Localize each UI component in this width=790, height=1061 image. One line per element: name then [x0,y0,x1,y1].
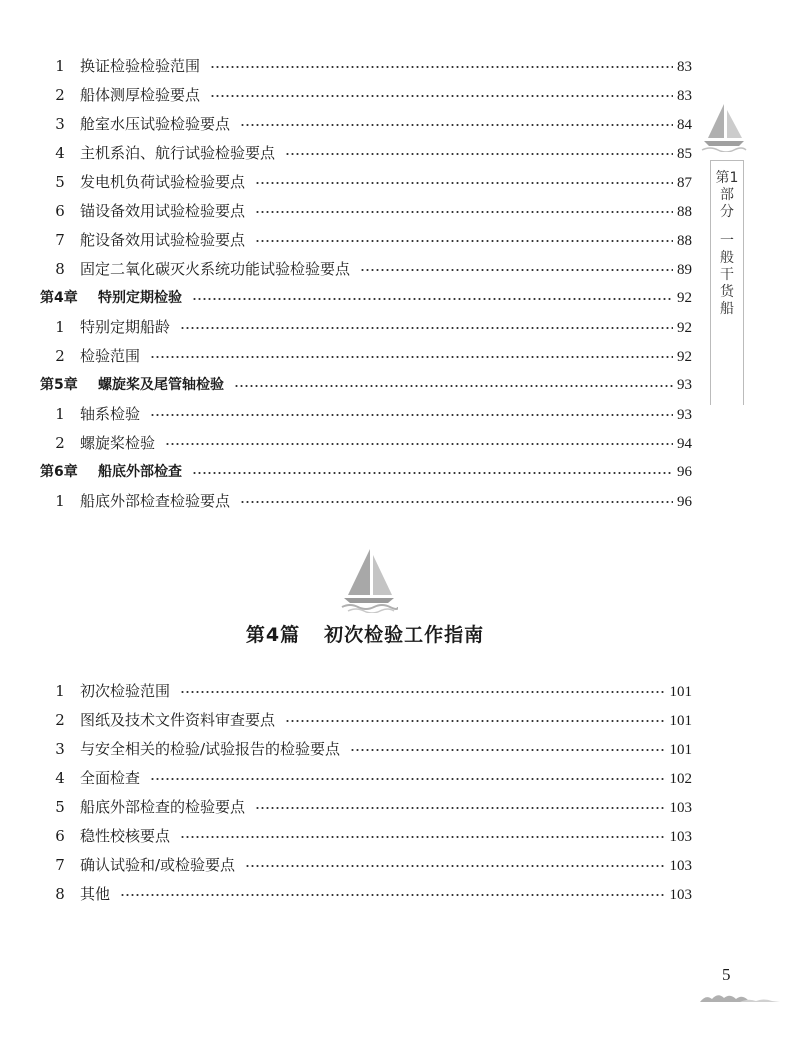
toc-item-title: 图纸及技术文件资料审查要点 [80,711,276,729]
toc-row[interactable] [40,880,692,909]
toc-item-title: 舵设备效用试验检验要点 [80,231,246,249]
part-label: 第4篇 [245,624,301,646]
toc-item-title: 检验范围 [80,347,141,365]
toc-leader-dots [240,114,673,129]
toc-item-number: 1 [55,318,65,336]
toc-chapter-number: 第4章 [40,290,78,306]
toc-leader-dots [120,884,665,899]
toc-leader-dots [255,797,665,812]
toc-item-number: 7 [55,231,65,249]
toc-row[interactable] [40,342,692,371]
toc-item-title: 其他 [80,885,111,903]
toc-row[interactable] [40,793,692,822]
toc-item-number: 4 [55,144,65,162]
part-heading [0,620,730,647]
toc-row[interactable] [40,487,692,516]
toc-leader-dots [150,404,673,419]
toc-chapter-row[interactable] [40,284,692,313]
toc-item-title: 初次检验范围 [80,682,171,700]
toc-row[interactable] [40,139,692,168]
toc-row[interactable] [40,706,692,735]
toc-row[interactable] [40,822,692,851]
toc-item-title: 固定二氧化碳灭火系统功能试验检验要点 [80,260,351,278]
toc-item-number: 3 [55,115,65,133]
toc-item-number: 3 [55,740,65,758]
page-number: 5 [722,965,731,984]
sailboat-icon [340,545,398,613]
toc-item-title: 舱室水压试验检验要点 [80,115,231,133]
toc-item-number: 2 [55,434,65,452]
toc-row[interactable] [40,735,692,764]
toc-item-title: 特别定期船龄 [80,318,171,336]
toc-row[interactable] [40,168,692,197]
toc-leader-dots [165,433,673,448]
toc-item-title: 确认试验和/或检验要点 [80,856,236,874]
toc-page-number: 85 [677,146,692,162]
toc-chapter-title: 特别定期检验 [98,290,182,306]
toc-item-title: 轴系检验 [80,405,141,423]
toc-page-number: 83 [677,88,692,104]
side-section-tab [710,160,744,405]
toc-item-title: 船底外部检查检验要点 [80,492,231,510]
toc-chapter-number: 第6章 [40,464,78,480]
toc-leader-dots [150,346,673,361]
toc-item-title: 与安全相关的检验/试验报告的检验要点 [80,740,341,758]
toc-item-number: 2 [55,347,65,365]
toc-chapter-title: 螺旋桨及尾管轴检验 [98,377,224,393]
toc-item-title: 锚设备效用试验检验要点 [80,202,246,220]
toc-leader-dots [180,681,665,696]
part-title: 初次检验工作指南 [324,624,485,646]
toc-page-number: 93 [677,377,692,393]
toc-page-number: 101 [669,742,692,758]
toc-page-number: 84 [677,117,692,133]
toc-row[interactable] [40,313,692,342]
toc-page-number: 88 [677,204,692,220]
toc-item-number: 2 [55,86,65,104]
toc-leader-dots [192,288,673,302]
toc-row[interactable] [40,255,692,284]
side-tab-part: 第1部分 [715,170,739,220]
toc-leader-dots [150,768,665,783]
toc-page-number: 83 [677,59,692,75]
toc-page-number: 87 [677,175,692,191]
toc-section-1 [40,52,692,516]
toc-row[interactable] [40,677,692,706]
toc-item-number: 6 [55,827,65,845]
toc-row[interactable] [40,110,692,139]
toc-item-number: 7 [55,856,65,874]
toc-chapter-number: 第5章 [40,377,78,393]
toc-row[interactable] [40,226,692,255]
toc-leader-dots [285,143,673,158]
toc-item-title: 船体测厚检验要点 [80,86,201,104]
toc-row[interactable] [40,400,692,429]
toc-page-number: 102 [669,771,692,787]
toc-item-number: 5 [55,173,65,191]
toc-section-2 [40,677,692,909]
toc-leader-dots [180,317,673,332]
toc-leader-dots [245,855,665,870]
toc-row[interactable] [40,851,692,880]
toc-page-number: 93 [677,407,692,423]
toc-leader-dots [285,710,665,725]
toc-item-number: 8 [55,885,65,903]
toc-leader-dots [234,375,673,389]
toc-page-number: 103 [669,887,692,903]
toc-page-number: 94 [677,436,692,452]
toc-row[interactable] [40,81,692,110]
toc-leader-dots [255,230,673,245]
toc-leader-dots [255,172,673,187]
toc-page-number: 88 [677,233,692,249]
toc-page-number: 101 [669,684,692,700]
toc-row[interactable] [40,764,692,793]
toc-leader-dots [255,201,673,216]
toc-leader-dots [192,462,673,476]
side-tab-title: 一般干货船 [720,233,734,317]
toc-page-number: 92 [677,320,692,336]
toc-item-number: 4 [55,769,65,787]
toc-page-number: 103 [669,800,692,816]
toc-chapter-row[interactable] [40,371,692,400]
toc-page-number: 103 [669,858,692,874]
toc-page-number: 89 [677,262,692,278]
toc-page-number: 92 [677,349,692,365]
toc-item-number: 1 [55,492,65,510]
toc-item-title: 稳性校核要点 [80,827,171,845]
toc-page-number: 96 [677,494,692,510]
toc-item-title: 换证检验检验范围 [80,57,201,75]
toc-item-number: 8 [55,260,65,278]
toc-page-number: 92 [677,290,692,306]
wave-ornament-icon [700,990,780,1004]
toc-page-number: 103 [669,829,692,845]
toc-item-number: 6 [55,202,65,220]
toc-item-number: 5 [55,798,65,816]
toc-item-number: 1 [55,57,65,75]
toc-item-title: 螺旋桨检验 [80,434,156,452]
toc-row[interactable] [40,197,692,226]
toc-item-title: 船底外部检查的检验要点 [80,798,246,816]
toc-leader-dots [360,259,673,274]
toc-row[interactable] [40,52,692,81]
toc-item-number: 1 [55,682,65,700]
toc-chapter-row[interactable] [40,458,692,487]
toc-leader-dots [350,739,665,754]
toc-row[interactable] [40,429,692,458]
toc-chapter-title: 船底外部检查 [98,464,182,480]
toc-page-number: 96 [677,464,692,480]
toc-leader-dots [210,56,673,71]
toc-item-title: 全面检查 [80,769,141,787]
toc-item-title: 主机系泊、航行试验检验要点 [80,144,276,162]
toc-leader-dots [210,85,673,100]
toc-item-number: 1 [55,405,65,423]
toc-item-title: 发电机负荷试验检验要点 [80,173,246,191]
toc-item-number: 2 [55,711,65,729]
toc-page-number: 101 [669,713,692,729]
toc-leader-dots [240,491,673,506]
toc-leader-dots [180,826,665,841]
sailboat-icon [700,100,748,152]
